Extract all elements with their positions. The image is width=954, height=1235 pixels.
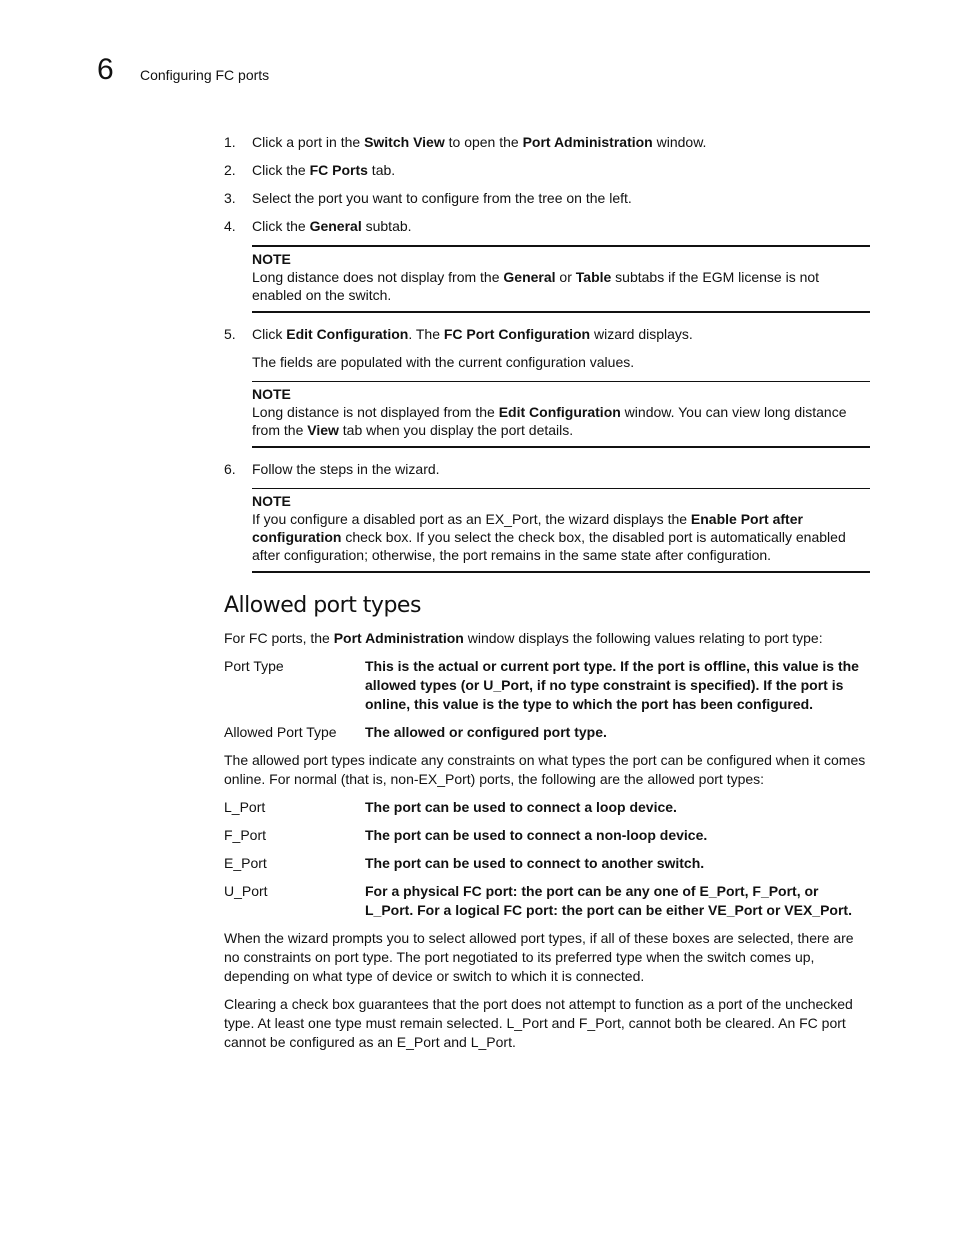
definition-term: Allowed Port Type <box>224 724 337 740</box>
text-run: to open the <box>444 134 523 150</box>
ui-term: FC Port Configuration <box>443 326 591 342</box>
note-label: NOTE <box>252 493 291 509</box>
step-number: 3. <box>224 190 236 206</box>
definition-row <box>224 657 870 714</box>
chapter-title: Configuring FC ports <box>140 67 270 83</box>
note-text <box>252 510 870 564</box>
port-value-definitions <box>224 657 870 742</box>
ui-term: Port Administration <box>333 630 464 646</box>
step-number: 5. <box>224 326 236 342</box>
text-run: subtab. <box>361 218 412 234</box>
text-run: subtabs if the EGM license is not enabled on the switch. <box>252 269 820 303</box>
note-label: NOTE <box>252 251 291 267</box>
definition-term: Port Type <box>224 658 284 674</box>
text-run: . The <box>408 326 444 342</box>
text-run: or <box>555 269 576 285</box>
definition-term: U_Port <box>224 883 268 899</box>
text-run: check box. If you select the check box, the disabled port is automatically enabled after configuration; otherwise, the port remains in the same state after configuration. <box>252 529 846 563</box>
ui-term: Edit Configuration <box>286 326 409 342</box>
chapter-number: 6 <box>97 53 114 86</box>
definition-text: The port can be used to connect a non-loop device. <box>365 827 708 843</box>
step-text: Select the port you want to configure from the tree on the left. <box>252 190 632 206</box>
definition-term: L_Port <box>224 799 266 815</box>
text-run: window displays the following values relating to port type: <box>463 630 823 646</box>
ui-term: Port Administration <box>522 134 653 150</box>
note-box <box>252 488 870 573</box>
step-5-paragraph: The fields are populated with the current configuration values. <box>252 354 635 370</box>
definition-term: F_Port <box>224 827 267 843</box>
note-box <box>252 245 870 313</box>
ui-term: Enable Port after configuration <box>252 511 803 545</box>
definition-text: The port can be used to connect to another switch. <box>365 855 705 871</box>
text-run: tab when you display the port details. <box>338 422 574 438</box>
definition-text: For a physical FC port: the port can be any one of E_Port, F_Port, or L_Port. For a logical FC port: the port can be either VE_Port or VEX_Port. <box>365 883 852 918</box>
step-6 <box>224 460 870 479</box>
paragraph: The allowed port types indicate any constraints on what types the port can be configured when it comes online. For normal (that is, non-EX_Port) ports, the following are the allowed port types: <box>224 752 866 787</box>
text-run: window. <box>652 134 707 150</box>
step-4 <box>224 217 870 236</box>
ui-term: Table <box>575 269 612 285</box>
text-run: Long distance does not display from the <box>252 269 504 285</box>
step-number: 2. <box>224 162 236 178</box>
step-1 <box>224 133 870 152</box>
section-heading: Allowed port types <box>224 593 421 618</box>
text-run: wizard displays. <box>590 326 693 342</box>
text-run: Click the <box>252 218 310 234</box>
text-run: Click <box>252 326 287 342</box>
definition-text: This is the actual or current port type. If the port is offline, this value is the allowed types (or U_Port, if no type constraint is specified). If the port is online, this value is the type to which the port has been configured. <box>365 658 859 712</box>
text-run: Click the <box>252 162 310 178</box>
definition-text: The allowed or configured port type. <box>365 724 607 740</box>
note-text <box>252 268 870 304</box>
page-content <box>224 133 870 1061</box>
step-text: Follow the steps in the wizard. <box>252 461 440 477</box>
ui-term: FC Ports <box>309 162 368 178</box>
step-text <box>252 161 870 180</box>
step-2 <box>224 161 870 180</box>
step-number: 4. <box>224 218 236 234</box>
text-run: If you configure a disabled port as an EX_Port, the wizard displays the <box>252 511 691 527</box>
allowed-port-type-definitions <box>224 798 870 920</box>
definition-row <box>224 882 870 920</box>
step-text <box>252 133 870 152</box>
ui-term: General <box>503 269 556 285</box>
step-3 <box>224 189 870 208</box>
text-run: tab. <box>367 162 396 178</box>
definition-row <box>224 723 870 742</box>
text-run: window. You can view long distance from the <box>252 404 847 438</box>
paragraph: Clearing a check box guarantees that the port does not attempt to function as a port of the unchecked type. At least one type must remain selected. L_Port and F_Port, cannot both be cleared. An FC port cannot be configured as an E_Port and L_Port. <box>224 996 853 1050</box>
note-text <box>252 403 870 439</box>
step-text <box>252 325 870 344</box>
text-run: Long distance is not displayed from the <box>252 404 499 420</box>
definition-text: The port can be used to connect a loop device. <box>365 799 677 815</box>
definition-row <box>224 854 870 873</box>
step-text <box>252 217 870 236</box>
step-number: 6. <box>224 461 236 477</box>
step-number: 1. <box>224 134 236 150</box>
ui-term: Edit Configuration <box>498 404 621 420</box>
text-run: Click a port in the <box>252 134 365 150</box>
ui-term: View <box>307 422 339 438</box>
note-label: NOTE <box>252 386 291 402</box>
definition-term: E_Port <box>224 855 267 871</box>
section-intro <box>224 629 870 648</box>
definition-row <box>224 798 870 817</box>
note-box <box>252 381 870 448</box>
step-5 <box>224 325 870 344</box>
paragraph: When the wizard prompts you to select allowed port types, if all of these boxes are selected, there are no constraints on port type. The port negotiated to its preferred type when the switch comes up, depending on what type of device or switch to which it is connected. <box>224 930 854 984</box>
ui-term: Switch View <box>364 134 445 150</box>
text-run: For FC ports, the <box>224 630 334 646</box>
definition-row <box>224 826 870 845</box>
ui-term: General <box>309 218 362 234</box>
